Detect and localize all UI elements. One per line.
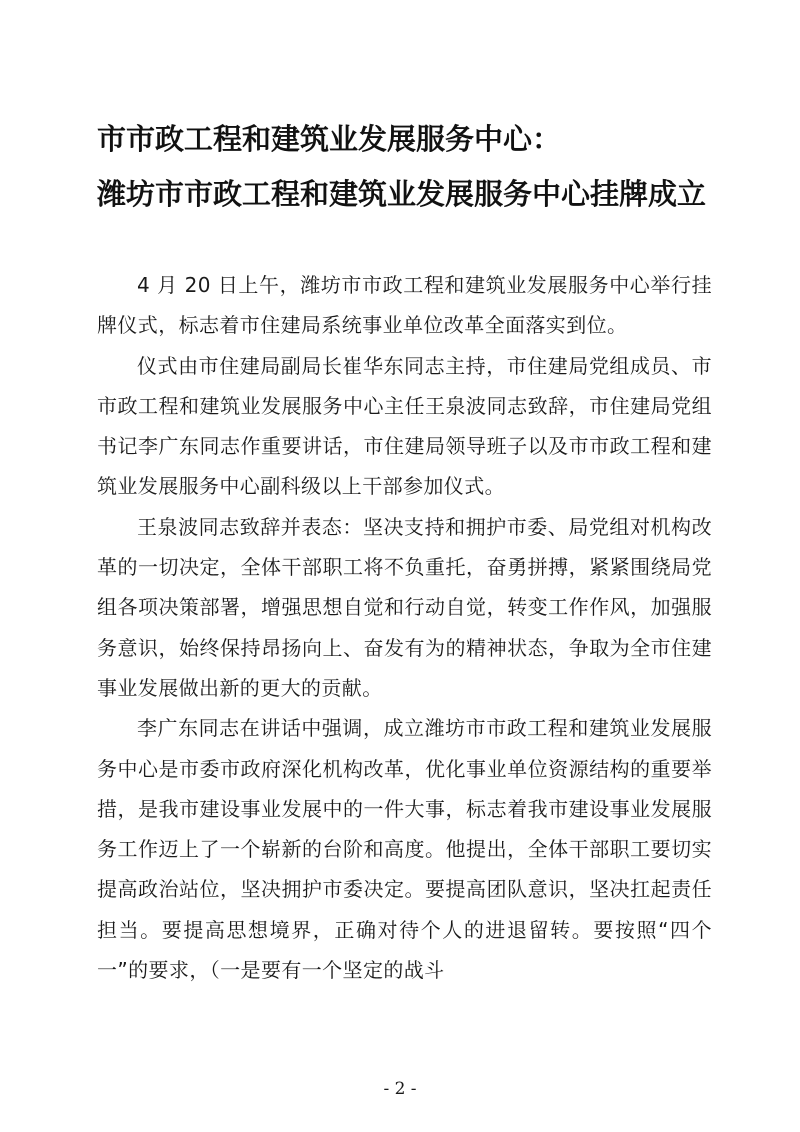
- paragraph-4: 李广东同志在讲话中强调，成立潍坊市市政工程和建筑业发展服务中心是市委市政府深化机构改革，优化事业单位资源结构的重要举措，是我市建设事业发展中的一件大事，标志着我市建设事业发展服务工作迈上了一个崭新的台阶和高度。他提出，全体干部职工要切实提高政治站位，坚决拥护市委决定。要提高团队意识，坚决扛起责任担当。要提高思想境界，正确对待个人的进退留转。要按照“四个一”的要求，（一是要有一个坚定的战斗: [97, 716, 712, 983]
- paragraph-3: 王泉波同志致辞并表态：坚决支持和拥护市委、局党组对机构改革的一切决定，全体干部职工将不负重托，奋勇拼搏，紧紧围绕局党组各项决策部署，增强思想自觉和行动自觉，转变工作作风，加强服务意识，始终保持昂扬向上、奋发有为的精神状态，争取为全市住建事业发展做出新的更大的贡献。: [97, 514, 712, 700]
- paragraph-2: 仪式由市住建局副局长崔华东同志主持，市住建局党组成员、市市政工程和建筑业发展服务中心主任王泉波同志致辞，市住建局党组书记李广东同志作重要讲话，市住建局领导班子以及市市政工程和建筑业发展服务中心副科级以上干部参加仪式。: [97, 353, 712, 499]
- document-title: [97, 112, 737, 222]
- title-line-1: 市市政工程和建筑业发展服务中心：: [97, 122, 562, 156]
- document-body: [97, 265, 712, 990]
- title-line-2: 潍坊市市政工程和建筑业发展服务中心挂牌成立: [97, 177, 707, 211]
- page-number: - 2 -: [383, 1079, 417, 1099]
- paragraph-1: 4 月 20 日上午，潍坊市市政工程和建筑业发展服务中心举行挂牌仪式，标志着市住建局系统事业单位改革全面落实到位。: [97, 273, 712, 338]
